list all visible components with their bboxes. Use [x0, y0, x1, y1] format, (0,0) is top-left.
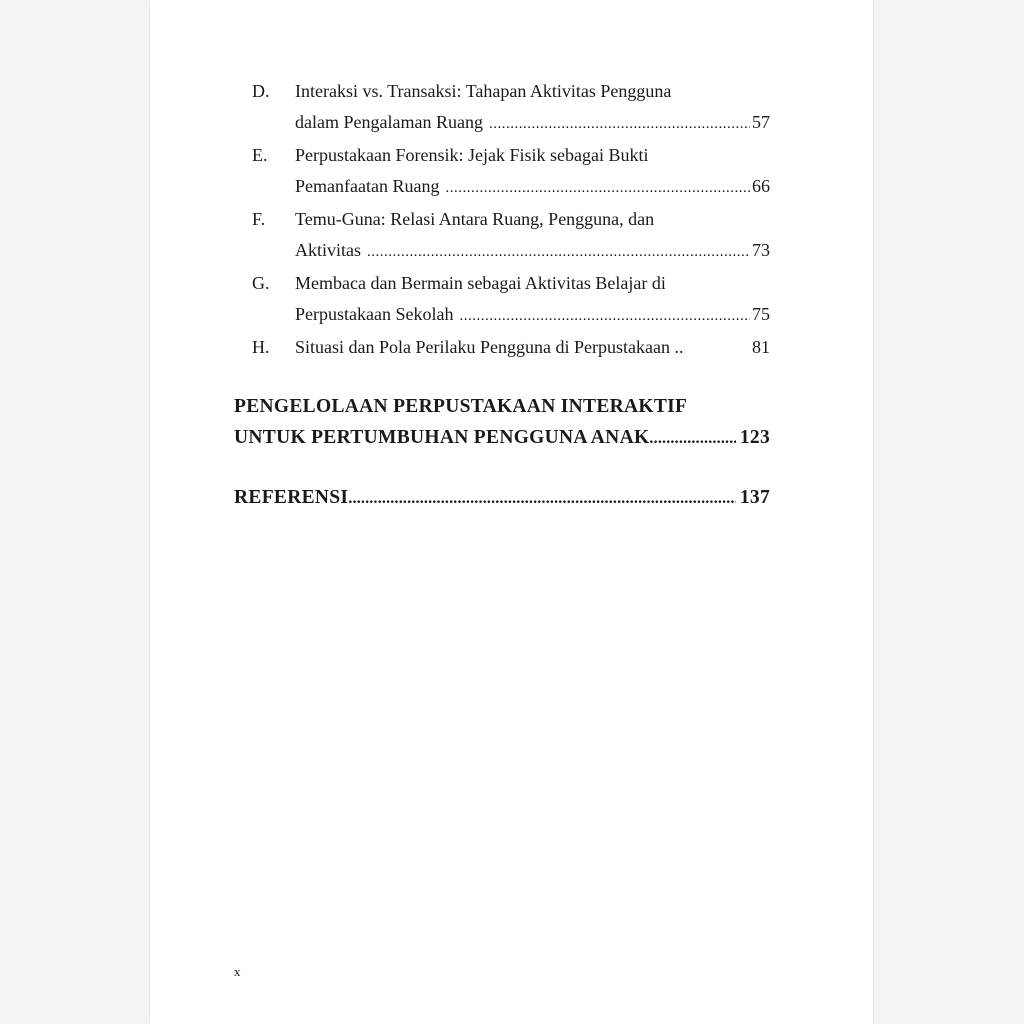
- toc-entry-e: [234, 140, 770, 204]
- chapter-title: REFERENSI: [234, 487, 349, 508]
- dot-leader: [489, 107, 750, 140]
- chapter-title-line2: UNTUK PERTUMBUHAN PENGGUNA ANAK: [234, 427, 650, 448]
- toc-chapter-pengelolaan: [234, 391, 770, 454]
- dot-leader: [649, 422, 735, 454]
- entry-letter: F.: [252, 209, 266, 229]
- toc-chapter-referensi: [234, 482, 770, 514]
- entry-page-number: 57: [752, 112, 770, 132]
- dot-leader: [348, 482, 736, 514]
- entry-title-line2: Pemanfaatan Ruang: [295, 176, 440, 196]
- chapter-page-number: 123: [739, 427, 770, 448]
- entry-page-number: 73: [752, 240, 770, 260]
- dot-leader: [367, 235, 750, 268]
- toc-entry-d: [234, 76, 770, 140]
- entry-title-line1: Perpustakaan Forensik: Jejak Fisik sebagai Bukti: [295, 145, 649, 165]
- entry-page-number: 81: [752, 337, 770, 357]
- dot-leader: [459, 299, 750, 332]
- entry-letter: G.: [252, 273, 270, 293]
- toc-entry-g: [234, 268, 770, 332]
- entry-title-line2: dalam Pengalaman Ruang: [295, 112, 483, 132]
- entry-title-line1: Membaca dan Bermain sebagai Aktivitas Belajar di: [295, 273, 666, 293]
- entry-letter: H.: [252, 337, 270, 357]
- chapter-title-line1: PENGELOLAAN PERPUSTAKAAN INTERAKTIF: [234, 396, 688, 417]
- entry-title-line1: Interaksi vs. Transaksi: Tahapan Aktivitas Pengguna: [295, 81, 672, 101]
- document-page: [150, 0, 873, 1024]
- dot-leader: [445, 171, 750, 204]
- entry-title-line2: Aktivitas: [295, 240, 361, 260]
- toc-entry-h: [234, 332, 770, 363]
- toc-entry-f: [234, 204, 770, 268]
- entry-title-line1: Temu-Guna: Relasi Antara Ruang, Pengguna, dan: [295, 209, 655, 229]
- entry-letter: E.: [252, 145, 268, 165]
- entry-title-line2: Perpustakaan Sekolah: [295, 304, 454, 324]
- entry-page-number: 75: [752, 304, 770, 324]
- entry-title-line1: Situasi dan Pola Perilaku Pengguna di Perpustakaan ..: [295, 337, 684, 357]
- entry-letter: D.: [252, 81, 270, 101]
- table-of-contents: [234, 76, 770, 514]
- entry-page-number: 66: [752, 176, 770, 196]
- chapter-page-number: 137: [739, 487, 770, 508]
- page-number-footer: x: [234, 964, 241, 979]
